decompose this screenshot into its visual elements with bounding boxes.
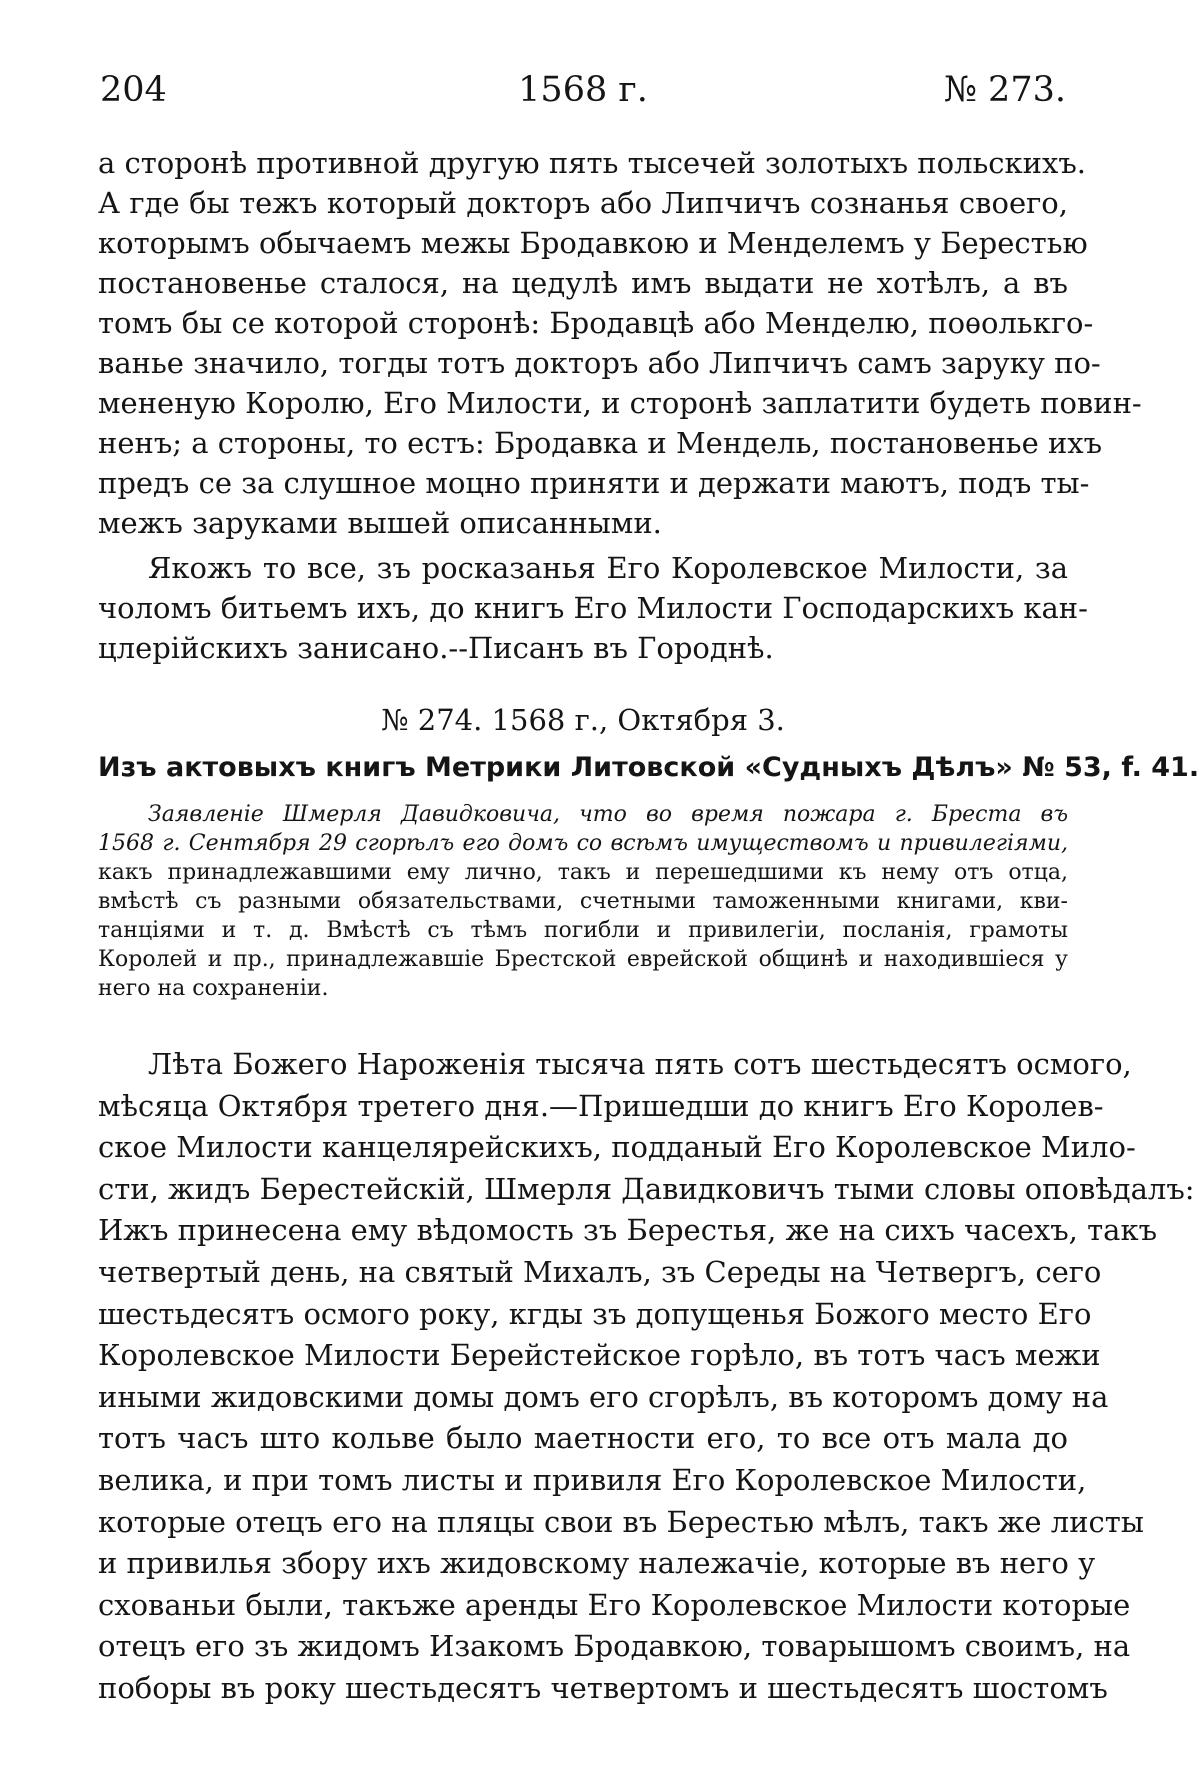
entry-text [98,1044,1195,1710]
page-number: 204 [100,70,167,110]
text-line: чоломъ битьемъ ихъ, до книгъ Его Милости Господарскихъ кан- [98,591,1088,625]
text-line: велика, и при томъ листы и привиля Его Королевское Милости, [98,1462,1087,1497]
entry-source: Изъ актовыхъ книгъ Метрики Литовской «Судныхъ Дѣлъ» № 53, f. 41. [98,752,1199,783]
text-line: иными жидовскими домы домъ его сгорѣлъ, въ которомъ дому на [98,1379,1109,1414]
text-line: Королевское Милости Берейстейское горѣло, въ тотъ часъ межи [98,1338,1101,1373]
text-line: предъ се за слушное моцно приняти и держати маютъ, подъ ты- [98,466,1090,500]
summary-line: вмѣстѣ съ разными обязательствами, счетными таможенными книгами, кви- [98,889,1068,914]
header-year: 1568 г. [518,70,648,110]
text-line: цлерійскихъ занисано.--Писанъ въ Городнѣ. [98,631,774,665]
summary-line: Заявленіе Шмерля Давидковича, что во время пожара г. Бреста въ [148,802,1068,827]
text-line: постановенье сталося, на цедулѣ имъ выдати не хотѣлъ, а въ [98,266,1068,300]
text-line: ненъ; а стороны, то естъ: Бродавка и Мендель, постановенье ихъ [98,426,1103,460]
text-line: А где бы тежъ который докторъ або Липчичъ сознанья своего, [98,186,1068,220]
text-line: а сторонѣ противной другую пять тысечей золотыхъ польскихъ. [98,146,1087,180]
text-line: которые отецъ его на пляцы свои въ Берестью мѣлъ, такъ же листы [98,1504,1144,1539]
text-line: межъ заруками вышей описанными. [98,506,662,540]
summary-line: Королей и пр., принадлежавшіе Брестской еврейской общинѣ и находившіеся у [98,947,1068,972]
text-line: которымъ обычаемъ межы Бродавкою и Менделемъ у Берестью [98,226,1088,260]
text-line: поборы въ року шестьдесятъ четвертомъ и шестьдесятъ шостомъ [98,1670,1108,1705]
continuation-paragraph [98,143,1142,543]
summary-line: какъ принадлежавшими ему лично, такъ и перешедшими къ нему отъ отца, [98,860,1068,885]
entry-summary [98,800,1068,1003]
text-line: четвертый день, на святый Михалъ, зъ Середы на Четвергъ, сего [98,1254,1102,1289]
text-line: схованьи были, такъже аренды Его Королевское Милости которые [98,1587,1131,1622]
text-line: мененую Королю, Его Милости, и сторонѣ заплатити будеть повин- [98,386,1142,420]
text-line: сти, жидъ Берестейскій, Шмерля Давидковичъ тыми словы оповѣдалъ: [98,1171,1195,1206]
text-line: ское Милости канцелярейскихъ, подданый Его Королевское Мило- [98,1130,1136,1165]
text-line: Якожъ то все, зъ росказанья Его Королевское Милости, за [148,551,1068,585]
text-line: и привилья збору ихъ жидовскому належачіе, которые въ него у [98,1546,1096,1581]
summary-line: танціями и т. д. Вмѣстѣ съ тѣмъ погибли и привилегіи, посланія, грамоты [98,918,1068,943]
summary-line: него на сохраненіи. [98,976,329,1001]
entry-heading: № 274. 1568 г., Октября 3. [381,703,785,737]
text-line: Лѣта Божего Нароженія тысяча пять сотъ шестьдесятъ осмого, [148,1047,1132,1081]
text-line: ванье значило, тогды тотъ докторъ або Липчичъ самъ заруку по- [98,346,1101,380]
closing-paragraph [98,548,1088,668]
text-line: Ижъ принесена ему вѣдомость зъ Берестья, же на сихъ часехъ, такъ [98,1213,1158,1248]
text-line: тотъ часъ што кольве было маетности его, то все отъ мала до [98,1421,1068,1456]
text-line: томъ бы се которой сторонѣ: Бродавцѣ або Менделю, поѳолькго- [98,306,1094,340]
text-line: отецъ его зъ жидомъ Изакомъ Бродавкою, товарышомъ своимъ, на [98,1629,1131,1664]
text-line: шестьдесятъ осмого року, кгды зъ допущенья Божого место Его [98,1296,1092,1331]
text-line: мѣсяца Октября третего дня.—Пришедши до книгъ Его Королев- [98,1088,1104,1123]
header-entry-number: № 273. [943,70,1066,110]
running-header [100,66,1066,114]
summary-line: 1568 г. Сентября 29 сгорѣлъ его домъ со всѣмъ имуществомъ и привилегіями, [98,831,1068,856]
